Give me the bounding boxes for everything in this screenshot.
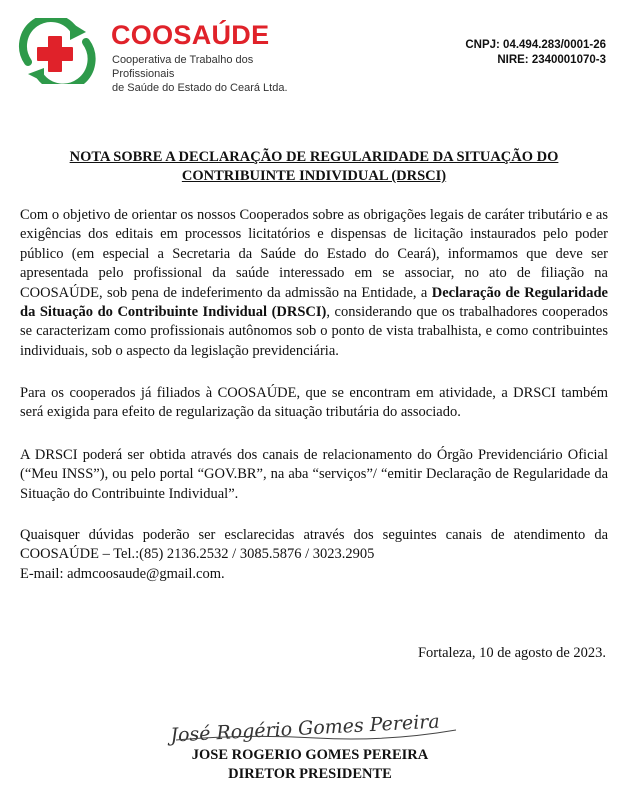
- title-line-2: CONTRIBUINTE INDIVIDUAL (DRSCI): [181, 168, 447, 184]
- brand-subtitle: [112, 53, 312, 95]
- signatory-role: DIRETOR PRESIDENTE: [228, 766, 392, 782]
- title-line-1: NOTA SOBRE A DECLARAÇÃO DE REGULARIDADE DA SITUAÇÃO DO: [69, 149, 559, 165]
- paragraph-objective: [20, 206, 608, 361]
- paragraph-objective-bold: Declaração de Regularidade da Situação do Contribuinte Individual (DRSCI): [20, 284, 608, 321]
- cnpj-number: CNPJ: 04.494.283/0001-26: [465, 39, 606, 51]
- paragraph-how-to-obtain: A DRSCI poderá ser obtida através dos canais de relacionamento do Órgão Previdenciário Oficial (“Meu INSS”), ou pelo portal “GOV.BR”, na aba “serviços”/ “emitir Declaração de Regularidade da Situação do Contribuinte Individual”.: [20, 447, 608, 502]
- signatory-name: JOSE ROGERIO GOMES PEREIRA: [191, 747, 429, 763]
- brand-subtitle-line-2: de Saúde do Estado do Ceará Ltda.: [112, 82, 288, 94]
- paragraph-affiliated: Para os cooperados já filiados à COOSAÚDE, que se encontram em atividade, a DRSCI também será exigida para efeito de regularização da situação tributária do associado.: [20, 385, 608, 421]
- paragraph-objective-tail: , considerando que os trabalhadores cooperados se caracterizam como profissionais autônomos sob o ponto de vista trabalhista, e como contribuintes individuais, sob o aspecto da legislação previdenciária.: [20, 304, 608, 359]
- place-and-date: Fortaleza, 10 de agosto de 2023.: [417, 645, 606, 661]
- document-title: [40, 148, 588, 186]
- contact-phones: Quaisquer dúvidas poderão ser esclarecidas através dos seguintes canais de atendimento da COOSAÚDE – Tel.:(85) 2136.2532 / 3085.5876 / 3023.2905: [20, 527, 608, 563]
- brand-name: COOSAÚDE: [111, 20, 270, 50]
- brand-subtitle-line-1: Cooperativa de Trabalho dos Profissionais: [112, 54, 254, 80]
- handwritten-signature: [166, 700, 466, 748]
- coosaude-logo-icon: [14, 18, 106, 84]
- nire-number: NIRE: 2340001070-3: [497, 54, 606, 66]
- paragraph-objective-text: Com o objetivo de orientar os nossos Cooperados sobre as obrigações legais de caráter tributário e as exigências dos editais em processos licitatórios e dispensas de licitação instaurados pelo poder público (em especial a Secretaria da Saúde do Estado do Ceará), informamos que deve ser apresentada pelo profissional da saúde interessado em se associar, no ato de filiação na COOSAÚDE, sob pena de indeferimento da admissão na Entidade, a: [20, 207, 608, 301]
- paragraph-contact: [20, 526, 608, 584]
- registration-info: [465, 38, 606, 68]
- svg-text:José Rogério Gomes Pereira: José Rogério Gomes Pereira: [169, 710, 441, 747]
- contact-email: E-mail: admcoosaude@gmail.com.: [20, 565, 225, 582]
